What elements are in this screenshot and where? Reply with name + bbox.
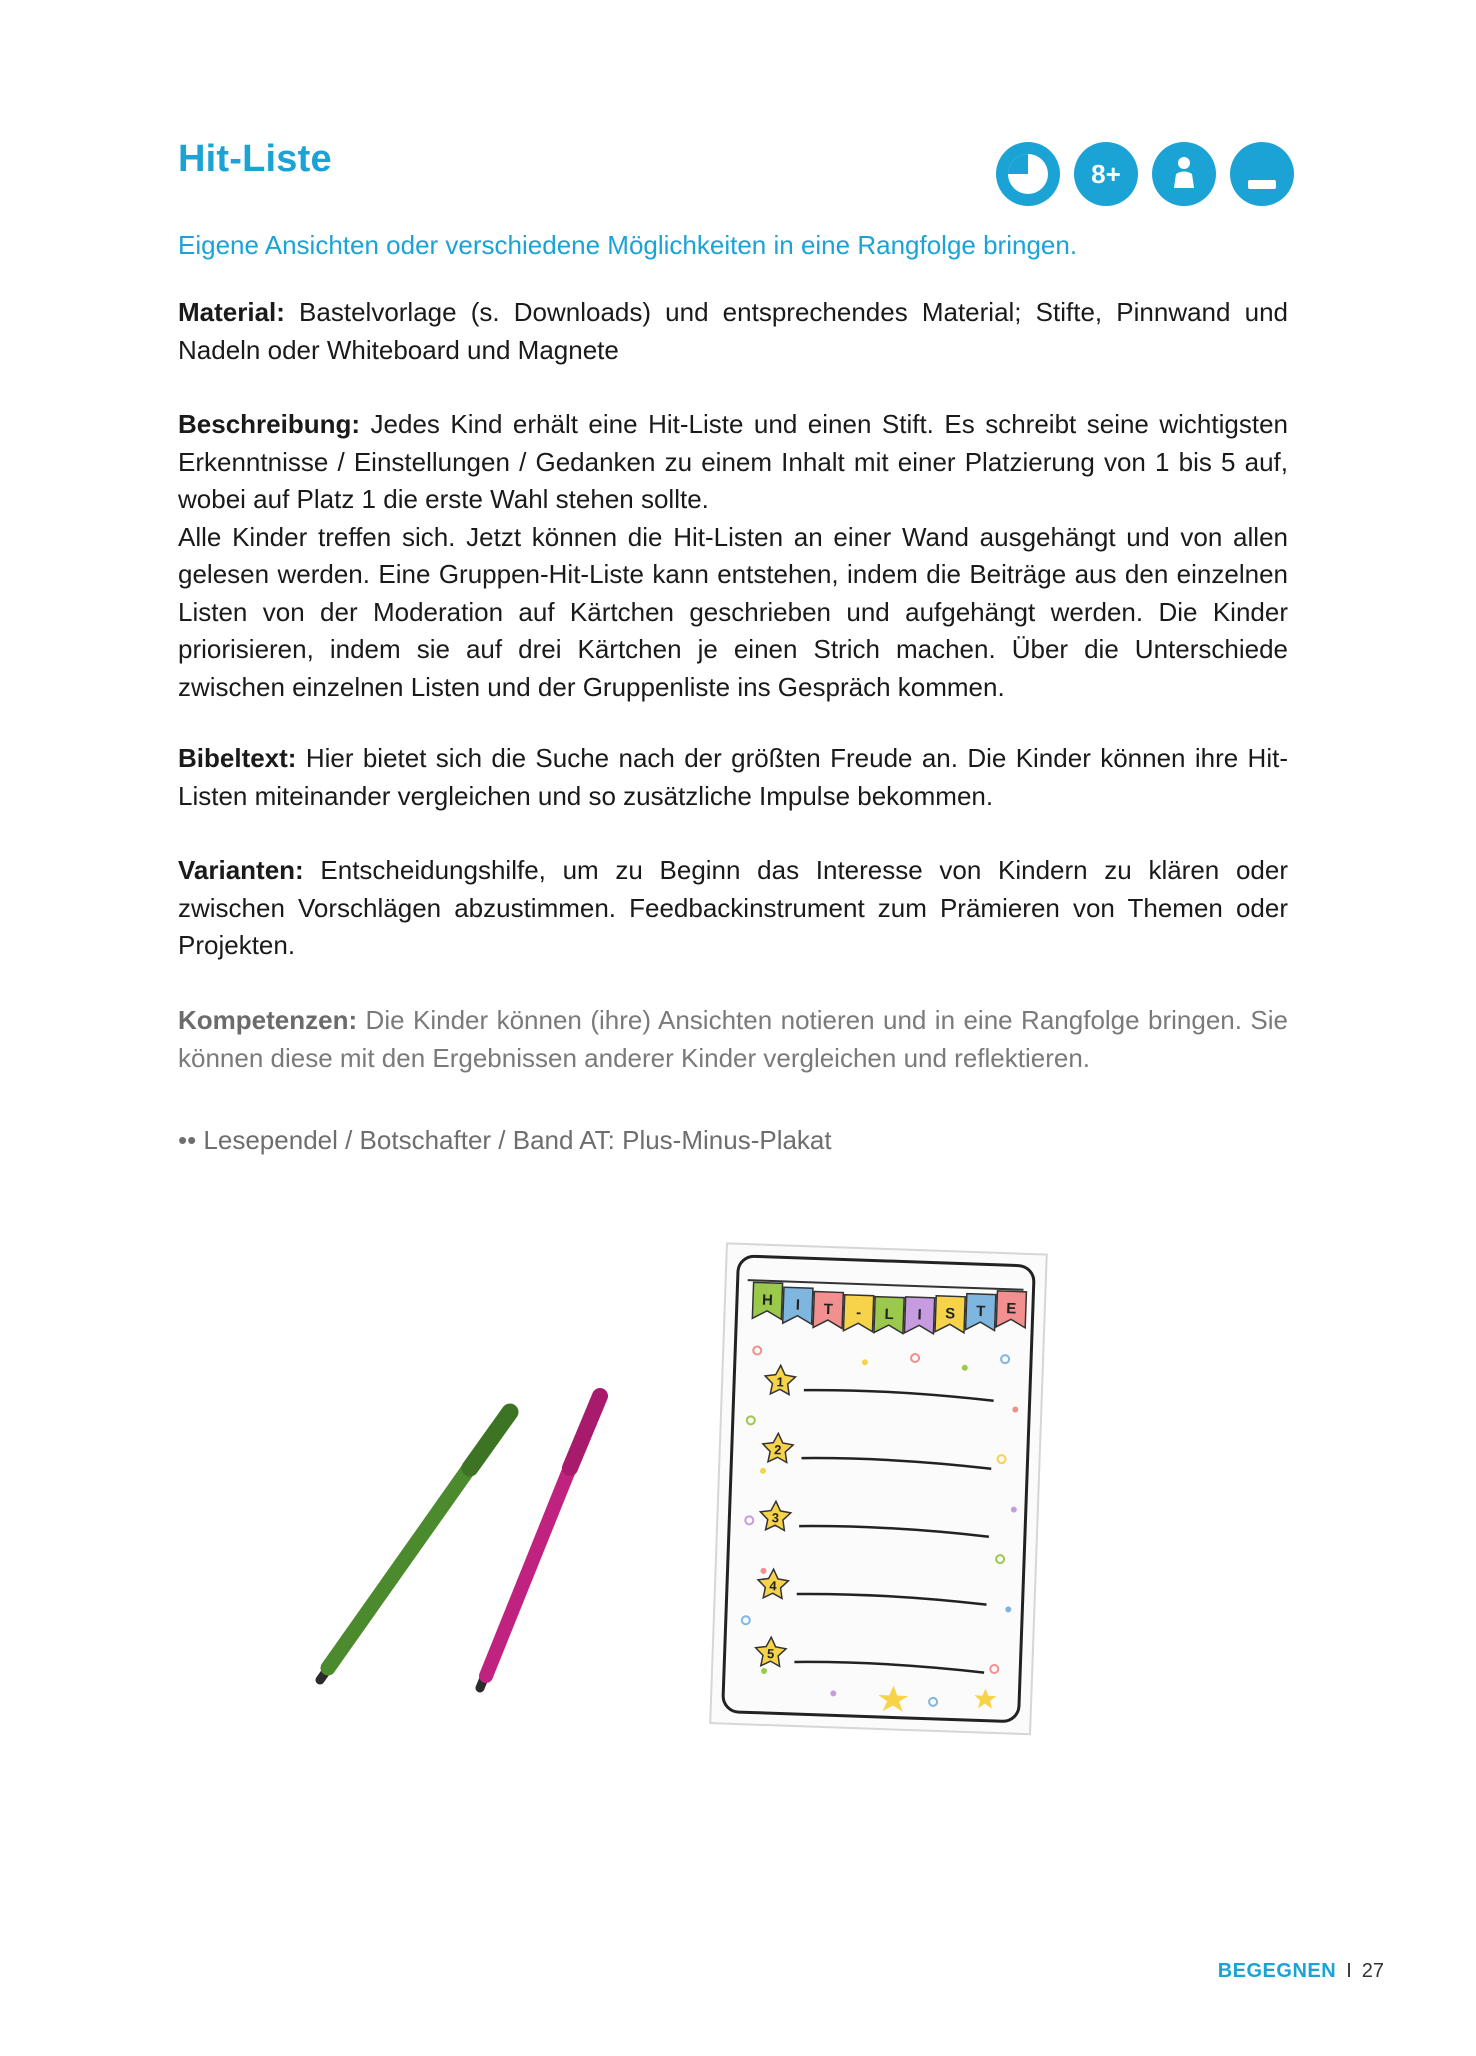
- varianten-section: [178, 852, 1288, 965]
- quarter-clock-icon: [996, 142, 1060, 206]
- page-footer: [1218, 1960, 1384, 1983]
- banner-letter: T: [823, 1300, 834, 1319]
- bibeltext-section: [178, 740, 1288, 815]
- banner-letter: H: [761, 1291, 774, 1310]
- hit-liste-photo: [300, 1240, 1080, 1760]
- subtitle: Eigene Ansichten oder verschiedene Möglichkeiten in eine Rangfolge bringen.: [178, 230, 1078, 260]
- hit-liste-card: [710, 1243, 1047, 1734]
- beschreibung-label: Beschreibung:: [178, 409, 361, 439]
- bibeltext-label: Bibeltext:: [178, 743, 297, 773]
- rank-number: 3: [771, 1510, 780, 1526]
- kompetenzen-text: Die Kinder können (ihre) Ansichten notieren und in eine Rangfolge bringen. Sie können diese mit den Ergebnissen anderer Kinder vergleichen und reflektieren.: [178, 1005, 1288, 1073]
- kompetenzen-section: [178, 1002, 1288, 1077]
- rank-number: 1: [776, 1374, 785, 1390]
- page-title: Hit-Liste: [178, 138, 332, 180]
- green-pen: [320, 1412, 510, 1680]
- varianten-label: Varianten:: [178, 855, 304, 885]
- rank-number: 5: [766, 1646, 775, 1662]
- banner-letter: I: [917, 1306, 922, 1324]
- rank-number: 2: [773, 1442, 782, 1458]
- cross-reference: •• Lesependel / Botschafter / Band AT: Plus-Minus-Plakat: [178, 1125, 832, 1155]
- kompetenzen-label: Kompetenzen:: [178, 1005, 358, 1035]
- bibeltext-text: Hier bietet sich die Suche nach der größten Freude an. Die Kinder können ihre Hit-Listen miteinander vergleichen und so zusätzliche Impulse bekommen.: [178, 743, 1288, 811]
- beschreibung-text-2: Alle Kinder treffen sich. Jetzt können die Hit-Listen an einer Wand ausgehängt und von allen gelesen werden. Eine Gruppen-Hit-Liste kann entstehen, indem die Beiträge aus den einzelnen Listen von der Moderation auf Kärtchen geschrieben und aufgehängt werden. Die Kinder priorisieren, indem sie auf drei Kärtchen je einen Strich machen. Über die Unterschiede zwischen einzelnen Listen und der Gruppenliste ins Gespräch kommen.: [178, 521, 1288, 702]
- banner-letter: S: [944, 1305, 956, 1323]
- footer-separator: I: [1346, 1960, 1352, 1982]
- page-number: 27: [1361, 1960, 1384, 1982]
- age-badge-label: 8+: [1091, 158, 1121, 189]
- banner-letter: I: [795, 1296, 801, 1314]
- varianten-text: Entscheidungshilfe, um zu Beginn das Interesse von Kindern zu klären oder zwischen Vorschlägen abzustimmen. Feedbackinstrument zum Prämieren von Themen oder Projekten.: [178, 855, 1288, 960]
- indoor-icon: [1230, 142, 1294, 206]
- single-person-icon: [1152, 142, 1216, 206]
- banner-letter: T: [975, 1302, 986, 1321]
- rank-number: 4: [769, 1578, 777, 1594]
- banner-letter: -: [855, 1304, 862, 1322]
- badge-row: [996, 142, 1294, 206]
- material-section: [178, 294, 1288, 369]
- beschreibung-section: [178, 406, 1288, 706]
- age-badge: [1074, 142, 1138, 206]
- banner-letter: E: [1006, 1300, 1017, 1318]
- material-text: Bastelvorlage (s. Downloads) und entsprechendes Material; Stifte, Pinnwand und Nadeln oder Whiteboard und Magnete: [178, 297, 1288, 365]
- chapter-name: BEGEGNEN: [1217, 1960, 1337, 1982]
- material-label: Material:: [178, 297, 285, 327]
- beschreibung-text-1: Jedes Kind erhält eine Hit-Liste und einen Stift. Es schreibt seine wichtigsten Erkenntnisse / Einstellungen / Gedanken zu einem Inhalt mit einer Platzierung von 1 bis 5 auf, wobei auf Platz 1 die erste Wahl stehen sollte.: [178, 409, 1288, 514]
- banner-letter: L: [884, 1305, 894, 1324]
